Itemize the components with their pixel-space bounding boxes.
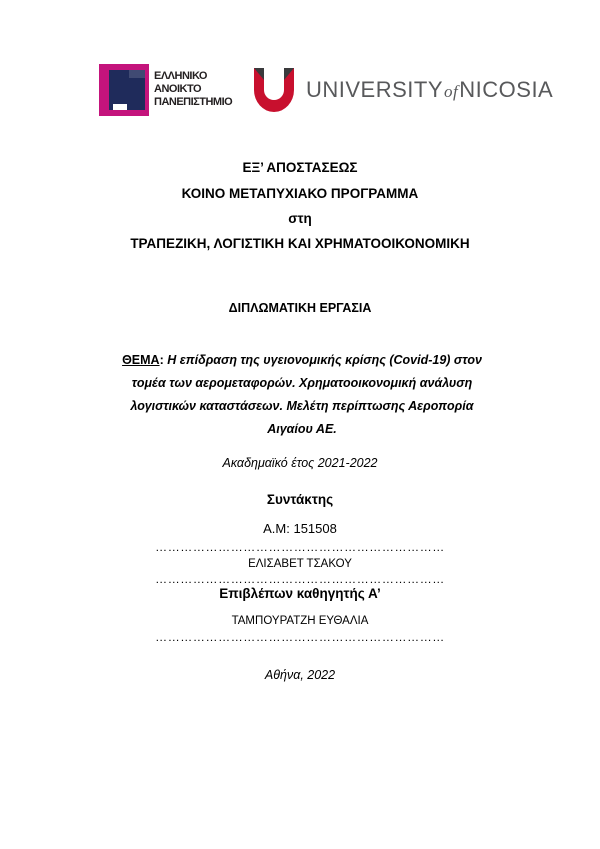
author-heading: Συντάκτης	[266, 492, 334, 507]
academic-year: Ακαδημαϊκό έτος 2021-2022	[222, 456, 378, 470]
header-line-2: ΚΟΙΝΟ ΜΕΤΑΠΥΧΙΑΚΟ ΠΡΟΓΡΑΜΜΑ	[181, 186, 419, 201]
topic-colon: :	[159, 353, 164, 367]
unic-word-nicosia: NICOSIA	[459, 77, 554, 102]
dotted-line-2: ……………………………………………………………	[155, 572, 445, 586]
header-line-4: ΤΡΑΠΕΖΙΚΗ, ΛΟΓΙΣΤΙΚΗ ΚΑΙ ΧΡΗΜΑΤΟΟΙΚΟΝΟΜΙΚΗ	[130, 236, 470, 251]
logos-row	[0, 62, 600, 118]
unic-word-university: UNIVERSITY	[306, 77, 444, 102]
header-line-1: ΕΞ’ ΑΠΟΣΤΑΣΕΩΣ	[242, 160, 358, 175]
eap-line-1: ΕΛΛΗΝΙΚΟ	[154, 70, 207, 82]
author-am: Α.Μ: 151508	[263, 521, 337, 536]
university-of-nicosia-wordmark	[306, 78, 553, 104]
header-line-3: στη	[288, 211, 312, 226]
unic-word-of: of	[444, 82, 459, 101]
eap-line-2: ΑΝΟΙΚΤΟ	[154, 83, 202, 95]
topic-block	[110, 349, 494, 441]
topic-label: ΘΕΜΑ	[122, 353, 160, 367]
place-date: Αθήνα, 2022	[264, 668, 336, 682]
thesis-type: ΔΙΠΛΩΜΑΤΙΚΗ ΕΡΓΑΣΙΑ	[228, 301, 372, 315]
university-of-nicosia-shield-icon	[254, 68, 294, 112]
hellenic-open-university-wordmark	[154, 70, 232, 109]
supervisor-heading: Επιβλέπων καθηγητής Α’	[219, 586, 381, 601]
supervisor-name: ΤΑΜΠΟΥΡΑΤΖΗ ΕΥΘΑΛΙΑ	[231, 615, 369, 627]
author-name: ΕΛΙΣΑΒΕΤ ΤΣΑΚΟΥ	[248, 558, 352, 570]
dotted-line-1: ……………………………………………………………	[155, 540, 445, 554]
eap-line-3: ΠΑΝΕΠΙΣΤΗΜΙΟ	[154, 96, 233, 108]
topic-text: Η επίδραση της υγειονομικής κρίσης (Covid-19) στον τομέα των αερομεταφορών. Χρηματοοικονομική ανάλυση λογιστικών καταστάσεων. Μελέτη περίπτωσης Αεροπορία Αιγαίου ΑΕ.	[130, 353, 482, 436]
dotted-line-3: ……………………………………………………………	[155, 630, 445, 644]
